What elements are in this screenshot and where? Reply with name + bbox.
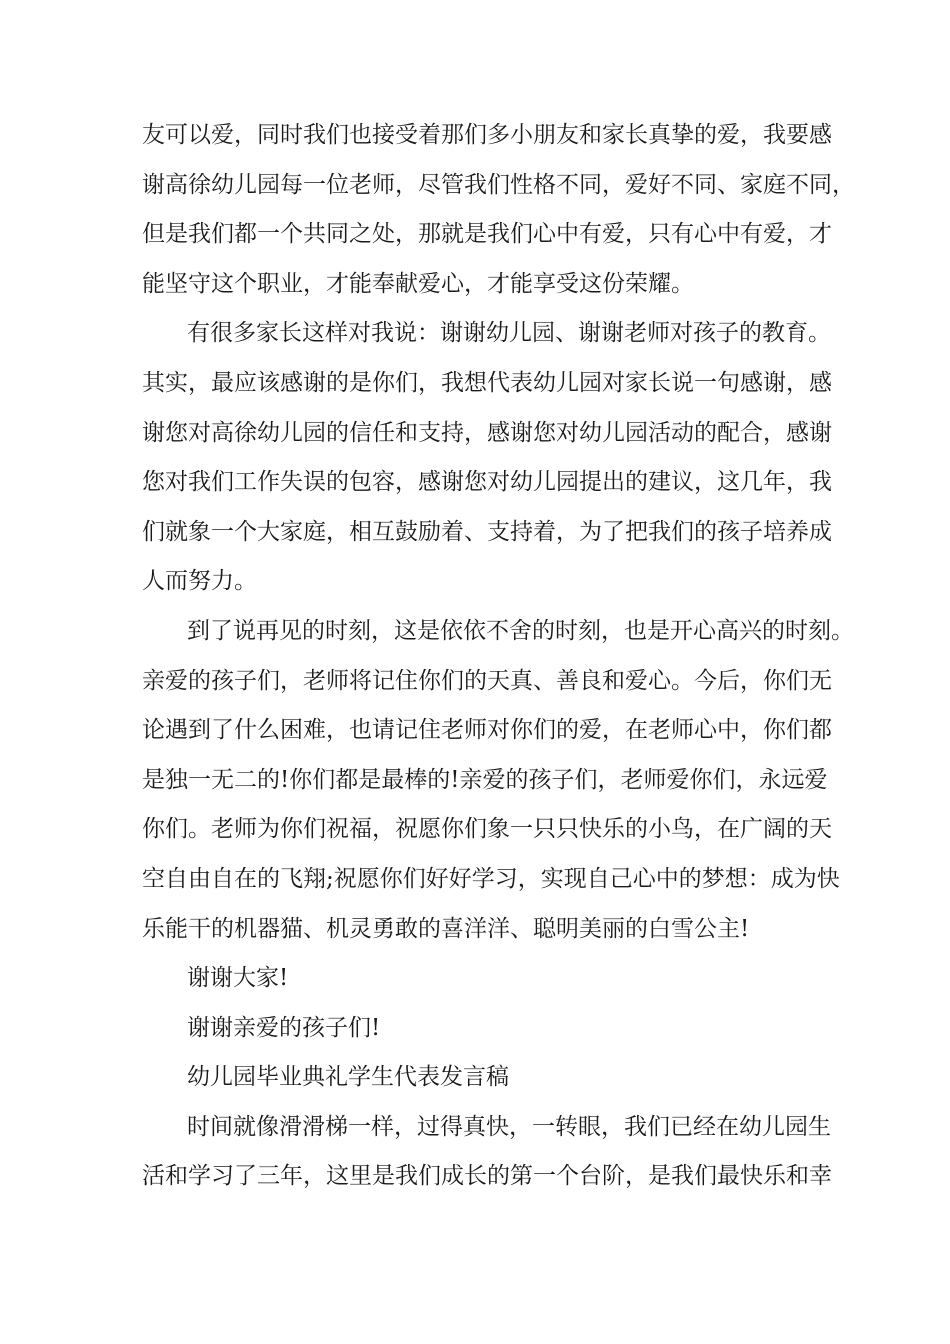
text-line: 能坚守这个职业，才能奉献爱心，才能享受这份荣耀。 (142, 270, 694, 297)
text-line: 友可以爱，同时我们也接受着那们多小朋友和家长真挚的爱，我要感 (142, 122, 832, 148)
text-line: 谢高徐幼儿园每一位老师，尽管我们性格不同，爱好不同、家庭不同， (142, 171, 855, 198)
text-line: 您对我们工作失误的包容，感谢您对幼儿园提出的建议，这几年，我 (142, 469, 832, 496)
text-line: 但是我们都一个共同之处，那就是我们心中有爱，只有心中有爱，才 (142, 221, 832, 248)
text-line: 是独一无二的!你们都是最棒的!亲爱的孩子们，老师爱你们，永远爱 (142, 766, 828, 793)
text-line: 其实，最应该感谢的是你们，我想代表幼儿园对家长说一句感谢，感 (142, 369, 832, 396)
text-line: 谢谢亲爱的孩子们! (187, 1014, 381, 1041)
text-line: 有很多家长这样对我说：谢谢幼儿园、谢谢老师对孩子的教育。 (187, 320, 831, 347)
text-line: 空自由自在的飞翔;祝愿你们好好学习，实现自己心中的梦想：成为快 (142, 865, 840, 892)
text-line: 谢谢大家! (187, 965, 289, 992)
text-line: 论遇到了什么困难，也请记住老师对你们的爱，在老师心中，你们都 (142, 717, 832, 744)
text-line: 亲爱的孩子们，老师将记住你们的天真、善良和爱心。今后，你们无 (142, 667, 832, 694)
text-line: 们就象一个大家庭，相互鼓励着、支持着，为了把我们的孩子培养成 (142, 518, 832, 545)
text-line: 时间就像滑滑梯一样，过得真快，一转眼，我们已经在幼儿园生 (187, 1113, 831, 1140)
text-line: 人而努力。 (142, 568, 257, 595)
text-line: 幼儿园毕业典礼学生代表发言稿 (187, 1064, 509, 1091)
text-line: 你们。老师为你们祝福，祝愿你们象一只只快乐的小鸟，在广阔的天 (142, 816, 832, 843)
text-line: 活和学习了三年，这里是我们成长的第一个台阶，是我们最快乐和幸 (142, 1163, 832, 1190)
text-line: 到了说再见的时刻，这是依依不舍的时刻，也是开心高兴的时刻。 (187, 617, 854, 644)
document-body (142, 111, 855, 1202)
text-line: 乐能干的机器猫、机灵勇敢的喜洋洋、聪明美丽的白雪公主! (142, 915, 750, 942)
text-line: 谢您对高徐幼儿园的信任和支持，感谢您对幼儿园活动的配合，感谢 (142, 419, 832, 446)
